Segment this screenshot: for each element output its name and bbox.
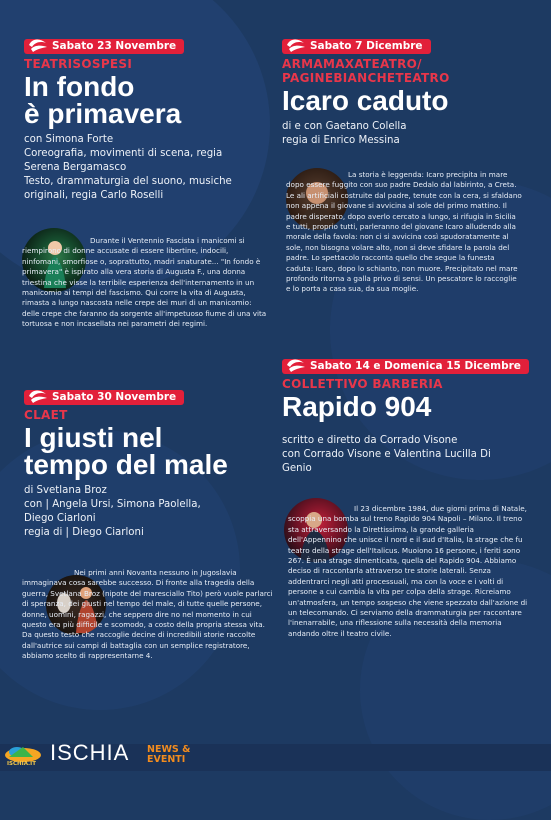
event-description: Il 23 dicembre 1984, due giorni prima di Natale, scoppia una bomba sul treno Rapido 904 Napoli – Milano. Il treno sta attraversando la Direttissima, la grande galleria dell'Appennino che unisce il nord e il sud d'Italia, la strage che fu teatro della strage dell'Italicus. Muoiono 16 persone, i feriti sono 267. È una strage dimenticata, quella del Rapido 904. Abbiamo deciso di raccontarla attraverso tre storie laterali. Senza addentrarci negli atti processuali, ma con la voce e i volti di persone a cui cambia la vita per colpa della strage. Ricreiamo un'atmosfera, un tempo sospeso che viene spezzato dall'azione di un telecomando. Ci serviamo della drammaturgia per raccontare l'inenarrabile, una riflessione sulla necessità della memoria andando oltre il teatro civile. (288, 504, 528, 638)
credit-line: Serena Bergamasco (24, 161, 127, 173)
company-name (282, 57, 537, 85)
date-text: Sabato 14 e Domenica 15 Dicembre (310, 360, 521, 372)
event-title (282, 84, 537, 116)
credit-line: regia di Enrico Messina (282, 134, 400, 146)
date-badge (24, 39, 184, 54)
date-badge (282, 359, 529, 374)
event-i-giusti-nel-tempo-del-male (24, 385, 274, 540)
credits (24, 133, 274, 204)
event-title (24, 70, 274, 129)
ischia-news-eventi-logo: ISCHIA (50, 740, 130, 765)
company-name: TEATRISOSPESI (24, 56, 133, 71)
event-rapido-904 (282, 354, 537, 476)
date-text: Sabato 7 Dicembre (310, 40, 423, 52)
credits (282, 434, 537, 477)
credit-line: Coreografia, movimenti di scena, regia (24, 147, 223, 159)
credits (282, 120, 537, 148)
event-in-fondo-e-primavera (24, 34, 274, 204)
date-badge (24, 390, 184, 405)
credits (24, 484, 274, 541)
credit-line: con | Angela Ursi, Simona Paolella, (24, 498, 201, 510)
event-icaro-caduto (282, 34, 537, 148)
credit-line: Diego Ciarloni (24, 512, 96, 524)
logo-news-line: NEWS & (147, 744, 191, 755)
company-name: COLLETTIVO BARBERIA (282, 376, 443, 391)
credit-line: Testo, drammaturgia del suono, musiche (24, 176, 232, 188)
credit-line: di e con Gaetano Colella (282, 120, 407, 132)
swoosh-icon (26, 36, 50, 56)
swoosh-icon (26, 387, 50, 407)
event-title (24, 421, 274, 480)
credit-line: di Svetlana Broz (24, 484, 107, 496)
credit-line: originali, regia Carlo Roselli (24, 190, 164, 202)
event-title-line: Rapido 904 (282, 390, 432, 422)
date-text: Sabato 23 Novembre (52, 40, 177, 52)
company-name: CLAET (24, 407, 68, 422)
credit-line: regia di | Diego Ciarloni (24, 527, 144, 539)
event-title (282, 390, 537, 422)
event-title-line: Icaro caduto (282, 84, 449, 116)
event-description: Nei primi anni Novanta nessuno in Jugoslavia immaginava cosa sarebbe successo. Di fronte alla tragedia della guerra, Svetlana Broz (nipote del maresciallo Tito) però vuole parlarci di speranza, dei giusti nel tempo del male, di tutte quelle persone, donne, uomini, ragazzi, che seppero dire no nel momento in cui questo era più difficile e scomodo, a costo della propria stessa vita. Da questo testo che raccoglie decine di incredibili storie raccolte dall'autrice sui campi di battaglia con un semplice registratore, abbiamo scelto di rappresentarne 4. (22, 568, 273, 661)
credit-line: con Simona Forte (24, 133, 114, 145)
credit-line: scritto e diretto da Corrado Visone (282, 434, 458, 446)
event-title-line: tempo del male (24, 448, 228, 480)
event-title-line: è primavera (24, 97, 182, 129)
ischia-it-logo-text: ISCHIA.IT (7, 761, 36, 767)
event-title-line: In fondo (24, 70, 135, 102)
swoosh-icon (284, 36, 308, 56)
credit-line: con Corrado Visone e Valentina Lucilla Di (282, 448, 491, 460)
event-title-line: I giusti nel (24, 421, 163, 453)
credit-line: Genio (282, 462, 312, 474)
swoosh-icon (284, 356, 308, 376)
event-description: La storia è leggenda: Icaro precipita in mare dopo essere fuggito con suo padre Dedalo dal labirinto, a Creta. Le ali artificiali costruite dal padre, tenute con la cera, si sfaldano non appena il giovane si avvicina al sole del primo mattino. Il padre disperato, dopo averlo cercato a lungo, si rifugia in Sicilia e tutti, proprio tutti, parleranno del giovane Icaro alludendo alla morale della favola: non ci si avvicina così spudoratamente al sole, non bisogna volare alto, non si deve sfidare la parola del padre. Lo spettacolo racconta quello che segue la funesta caduta: Icaro, dopo lo schianto, non muore. Precipitato nel mare profondo ritorna a galla privo di sensi. Un pescatore lo raccoglie e lo porta a casa sua, da sua moglie. (286, 170, 522, 294)
island-logo-icon (3, 743, 43, 763)
company-name-line: ARMAMAXATEATRO/ (282, 56, 422, 71)
company-name-line: PAGINEBIANCHETEATRO (282, 70, 450, 85)
ischia-it-logo (3, 743, 43, 769)
logo-eventi-line: EVENTI (147, 754, 186, 765)
date-badge (282, 39, 431, 54)
event-description: Durante il Ventennio Fascista i manicomi si riempirono di donne accusate di essere libertine, indocili, ninfomani, smorfiose o, soprattutto, madri snaturate... "In fondo è primavera" è ispirato alla vera storia di Augusta F., una donna triestina che visse la terribile esperienza dell'internamento in un manicomio ai tempi del fascismo. Qui corre la vita di Augusta, rimasta a lungo nascosta nelle crepe dei muri di un manicomio: delle crepe che faranno da sorgente all'impetuoso fiume di una vita tortuosa e non incasellata nei parametri dei regimi. (22, 236, 267, 329)
news-eventi-logo-text (147, 745, 190, 765)
date-text: Sabato 30 Novembre (52, 391, 177, 403)
